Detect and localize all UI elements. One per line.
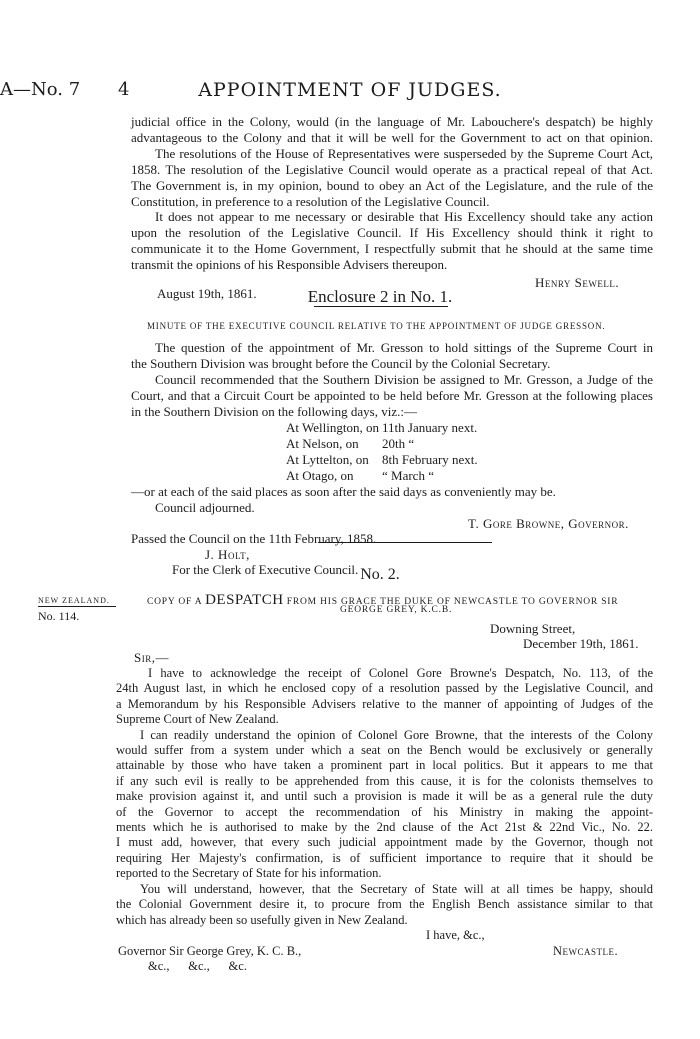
text-line: reported to the Secretary of State for his information.	[116, 866, 382, 881]
text-line: Court, and that a Circuit Court be appointed to be held before Mr. Gresson at the following places	[131, 387, 653, 403]
text-line: in the Southern Division on the following days, viz.:—	[131, 403, 417, 419]
adjourned-note: Council adjourned.	[155, 500, 255, 515]
margin-label: NEW ZEALAND.	[38, 596, 110, 605]
minute-text	[131, 340, 653, 420]
schedule-place: At Lyttelton, on	[286, 451, 369, 467]
schedule-date: 11th January next.	[382, 420, 478, 435]
text-line: ments which he is authorised to make by the 2nd clause of the Act 21st & 22nd Vic., No. 22.	[116, 820, 653, 835]
signature-newcastle: Newcastle.	[553, 944, 619, 958]
despatch-suffix: FROM HIS GRACE THE DUKE OF NEWCASTLE TO GOVERNOR SIR	[286, 597, 619, 607]
text-line: You will understand, however, that the Secretary of State will at all times be happy, should	[140, 881, 653, 896]
text-line: would suffer from a system under which a seat on the Bench would be exclusively or generally	[116, 743, 653, 758]
schedule-row	[286, 452, 478, 468]
text-line: requiring Her Majesty's confirmation, is of sufficient importance to require that it should be	[116, 850, 653, 865]
text-line: Supreme Court of New Zealand.	[116, 712, 279, 727]
text-line: if any such evil is really to be apprehended from this cause, it is for the colonists themselves to	[116, 773, 653, 788]
addressee: Governor Sir George Grey, K. C. B.,	[118, 944, 302, 958]
salutation: Sir,—	[134, 650, 169, 665]
text-line: The resolutions of the House of Representatives were susperseded by the Supreme Court Act,	[155, 145, 653, 161]
margin-number: No. 114.	[38, 609, 80, 623]
text-line: upon the resolution of the Legislative Council. If His Excellency should think it right to	[131, 225, 653, 241]
text-line: advantageous to the Colony and that it will be well for the Government to act on that opinion.	[131, 129, 653, 145]
section-title-no2: No. 2.	[360, 566, 400, 583]
text-line: judicial office in the Colony, would (in the language of Mr. Labouchere's despatch) be highly	[131, 114, 653, 129]
schedule-row	[286, 420, 478, 436]
schedule-row	[286, 436, 478, 452]
text-line: I can readily understand the opinion of Colonel Gore Browne, that the interests of the Colony	[140, 727, 653, 742]
text-line: of the Governor to accept the recommendation of his Ministry in making the appoint-	[116, 804, 653, 819]
signature-sewell: Henry Sewell.	[535, 275, 620, 290]
text-line: a Memorandum by his Responsible Advisers relative to the manner of appointing of Judges of the	[116, 696, 653, 711]
text-line: The question of the appointment of Mr. Gresson to hold sittings of the Supreme Court in	[155, 340, 653, 355]
schedule-row	[286, 468, 478, 484]
text-line: make provision against it, and until such a provision is made it will be as a general rule the duty	[116, 789, 653, 804]
minute-title: MINUTE OF THE EXECUTIVE COUNCIL RELATIVE TO THE APPOINTMENT OF JUDGE GRESSON.	[147, 321, 606, 331]
divider	[318, 542, 492, 543]
text-line: the Colonial Government desire it, to procure from the English Bench assistance similar to that	[116, 897, 653, 912]
despatch-prefix: COPY OF A	[147, 597, 202, 607]
despatch-place: Downing Street,	[490, 621, 576, 636]
text-line: 24th August last, in which he enclosed copy of a resolution passed by the Legislative Council, and	[116, 681, 653, 696]
schedule-date: 8th February next.	[382, 451, 478, 467]
memorandum-text	[131, 114, 653, 273]
text-line: It does not appear to me necessary or desirable that His Excellency should take any action	[155, 209, 653, 225]
schedule-place: At Otago, on	[286, 467, 354, 483]
text-line: Council recommended that the Southern Division be assigned to Mr. Gresson, a Judge of the	[155, 371, 653, 387]
addressee-etc: &c., &c., &c.	[148, 959, 247, 973]
despatch-word: DESPATCH	[205, 592, 284, 608]
text-line: I have to acknowledge the receipt of Colonel Gore Browne's Despatch, No. 113, of the	[148, 666, 653, 680]
text-line: transmit the opinions of his Responsible Advisers thereupon.	[131, 257, 448, 273]
text-line: attainable by those who have taken a prominent part in local politics. But it appears to me that	[116, 758, 653, 773]
memorandum-date: August 19th, 1861.	[157, 286, 257, 301]
schedule-date: 20th “	[382, 435, 415, 451]
margin-divider	[38, 606, 116, 607]
text-line: which has already been so usefully given in New Zealand.	[116, 912, 408, 927]
schedule-condition: —or at each of the said places as soon after the said days as conveniently may be.	[131, 484, 556, 499]
text-line: Constitution, in preference to a resolution of the Legislative Council.	[131, 193, 490, 209]
text-line: communicate it to the Home Government, I respectfully submit that he should at the same time	[131, 241, 653, 257]
despatch-text	[116, 666, 653, 928]
circuit-schedule	[286, 420, 478, 484]
text-line: The Government is, in my opinion, bound to obey an Act of the Legislature, and the rule of the	[131, 177, 653, 193]
text-line: I must add, however, that every such judicial appointment made by the Governor, though not	[116, 835, 653, 850]
clerk-name: J. Holt,	[205, 547, 250, 562]
document-reference: A—No. 7	[0, 79, 81, 100]
clerk-title: For the Clerk of Executive Council.	[172, 562, 359, 577]
schedule-date: “ March “	[382, 467, 434, 483]
page-title: APPOINTMENT OF JUDGES.	[198, 79, 502, 101]
text-line: 1858. The resolution of the Legislative Council would operate as a practical repeal of that Act.	[131, 161, 653, 177]
despatch-title-line2: GEORGE GREY, K.C.B.	[340, 605, 453, 615]
enclosure-title: Enclosure 2 in No. 1.	[307, 287, 453, 306]
despatch-date: December 19th, 1861.	[523, 636, 639, 651]
page-number: 4	[118, 79, 130, 100]
schedule-place: At Nelson, on	[286, 435, 359, 451]
closing: I have, &c.,	[426, 928, 485, 942]
passed-note: Passed the Council on the 11th February, 1858.	[131, 531, 377, 546]
signature-browne: T. Gore Browne, Governor.	[468, 516, 629, 531]
schedule-place: At Wellington, on	[286, 420, 379, 435]
text-line: the Southern Division was brought before the Council by the Colonial Secretary.	[131, 355, 551, 371]
